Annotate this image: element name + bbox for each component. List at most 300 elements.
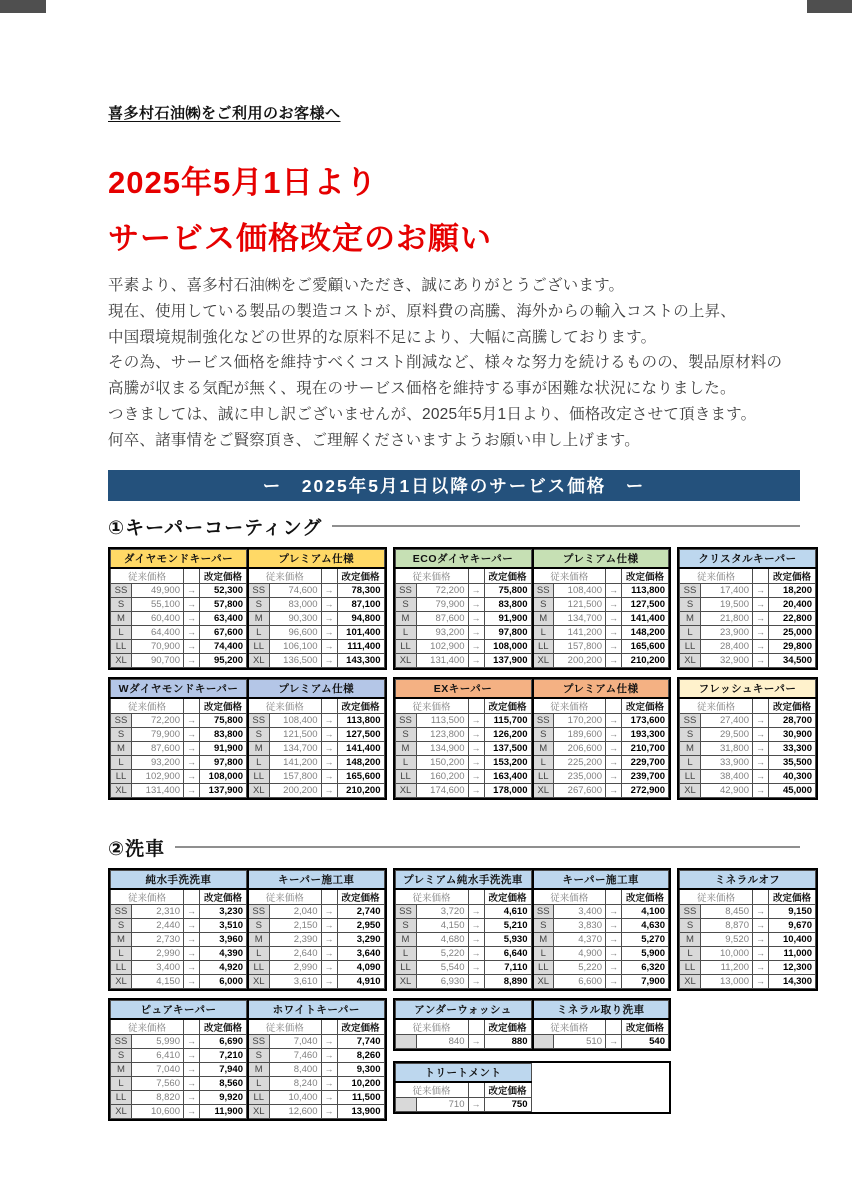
- arrow-header-spacer: [184, 1019, 200, 1035]
- arrow-icon: →: [184, 1048, 200, 1062]
- section-rule: [332, 525, 800, 527]
- new-price-cell: 115,700: [484, 713, 531, 727]
- arrow-header-spacer: [321, 889, 337, 905]
- size-cell: LL: [395, 639, 416, 653]
- price-table-title: プレミアム仕様: [248, 679, 384, 698]
- old-price-cell: 49,900: [132, 583, 184, 597]
- new-price-cell: 137,500: [484, 741, 531, 755]
- new-price-cell: 137,900: [484, 653, 531, 667]
- price-row: [248, 611, 384, 625]
- arrow-icon: →: [606, 932, 622, 946]
- size-cell: S: [111, 597, 132, 611]
- price-row: [248, 727, 384, 741]
- new-price-cell: 5,900: [622, 946, 669, 960]
- old-price-cell: 93,200: [132, 755, 184, 769]
- old-price-cell: 189,600: [554, 727, 606, 741]
- arrow-icon: →: [606, 625, 622, 639]
- price-row: [248, 653, 384, 667]
- new-price-cell: 4,920: [200, 960, 247, 974]
- old-price-header: 従来価格: [111, 698, 184, 714]
- price-table-header-row: [111, 1019, 247, 1035]
- new-price-header: 改定価格: [769, 568, 816, 584]
- arrow-icon: →: [606, 1034, 622, 1048]
- size-cell: LL: [248, 960, 269, 974]
- new-price-cell: 3,510: [200, 918, 247, 932]
- arrow-icon: →: [184, 611, 200, 625]
- price-table-title-row: [533, 679, 669, 698]
- arrow-icon: →: [184, 918, 200, 932]
- old-price-cell: 4,150: [416, 918, 468, 932]
- price-table: [679, 679, 816, 798]
- old-price-cell: 64,400: [132, 625, 184, 639]
- old-price-cell: 4,150: [132, 974, 184, 988]
- new-price-cell: 210,200: [622, 653, 669, 667]
- old-price-cell: 174,600: [416, 783, 468, 797]
- new-price-cell: 11,900: [200, 1104, 247, 1118]
- price-row: [248, 713, 384, 727]
- price-table-title-row: [248, 870, 384, 889]
- new-price-cell: 880: [484, 1034, 531, 1048]
- new-price-cell: 25,000: [769, 625, 816, 639]
- size-cell: S: [533, 727, 554, 741]
- price-table-title: ミネラル取り洗車: [533, 1000, 669, 1019]
- size-cell: S: [111, 918, 132, 932]
- new-price-cell: 5,270: [622, 932, 669, 946]
- new-price-header: 改定価格: [337, 1019, 384, 1035]
- new-price-cell: 11,500: [337, 1090, 384, 1104]
- new-price-cell: 83,800: [200, 727, 247, 741]
- price-row: [533, 713, 669, 727]
- size-cell: XL: [680, 974, 701, 988]
- section-wash-heading: [108, 834, 800, 861]
- arrow-icon: →: [468, 1034, 484, 1048]
- arrow-header-spacer: [606, 889, 622, 905]
- price-row: [395, 727, 531, 741]
- price-table-title: ミネラルオフ: [680, 870, 816, 889]
- arrow-icon: →: [321, 960, 337, 974]
- price-table-header-row: [248, 1019, 384, 1035]
- arrow-icon: →: [468, 960, 484, 974]
- new-price-header: 改定価格: [200, 889, 247, 905]
- price-table-title: クリスタルキーパー: [680, 549, 816, 568]
- old-price-cell: 93,200: [416, 625, 468, 639]
- arrow-icon: →: [468, 741, 484, 755]
- price-row: [111, 583, 247, 597]
- new-price-header: 改定価格: [769, 889, 816, 905]
- old-price-cell: 10,000: [701, 946, 753, 960]
- arrow-icon: →: [321, 1048, 337, 1062]
- old-price-cell: 5,540: [416, 960, 468, 974]
- arrow-icon: →: [184, 783, 200, 797]
- old-price-cell: 70,900: [132, 639, 184, 653]
- price-row: [111, 960, 247, 974]
- size-cell: L: [111, 755, 132, 769]
- size-cell: M: [111, 932, 132, 946]
- size-cell: LL: [248, 769, 269, 783]
- price-row: [395, 904, 531, 918]
- price-table: [110, 870, 247, 989]
- size-cell: L: [395, 946, 416, 960]
- main-title-line2: サービス価格改定のお願い: [108, 221, 492, 256]
- new-price-cell: 7,900: [622, 974, 669, 988]
- price-table-group: [393, 1061, 672, 1114]
- price-table-group: [393, 998, 672, 1051]
- size-cell: LL: [111, 960, 132, 974]
- old-price-cell: 134,700: [269, 741, 321, 755]
- arrow-icon: →: [184, 974, 200, 988]
- new-price-cell: 210,200: [337, 783, 384, 797]
- price-row: [533, 653, 669, 667]
- section-coating-heading: [108, 513, 800, 540]
- price-row: [533, 918, 669, 932]
- old-price-header: 従来価格: [248, 568, 321, 584]
- old-price-cell: 2,440: [132, 918, 184, 932]
- old-price-cell: 9,520: [701, 932, 753, 946]
- price-row: [248, 1048, 384, 1062]
- price-row: [111, 783, 247, 797]
- price-row: [248, 639, 384, 653]
- size-cell: [395, 1097, 416, 1111]
- new-price-cell: 239,700: [622, 769, 669, 783]
- arrow-icon: →: [468, 653, 484, 667]
- price-row: [680, 918, 816, 932]
- new-price-cell: 148,200: [337, 755, 384, 769]
- size-cell: LL: [680, 769, 701, 783]
- old-price-cell: 710: [416, 1097, 468, 1111]
- new-price-cell: 91,900: [484, 611, 531, 625]
- price-row: [680, 946, 816, 960]
- arrow-icon: →: [468, 783, 484, 797]
- size-cell: SS: [395, 713, 416, 727]
- old-price-cell: 136,500: [269, 653, 321, 667]
- price-row: [533, 741, 669, 755]
- new-price-cell: 52,300: [200, 583, 247, 597]
- arrow-icon: →: [606, 755, 622, 769]
- price-row: [680, 625, 816, 639]
- price-row: [395, 713, 531, 727]
- arrow-icon: →: [753, 639, 769, 653]
- new-price-cell: 28,700: [769, 713, 816, 727]
- size-cell: XL: [395, 653, 416, 667]
- old-price-cell: 840: [416, 1034, 468, 1048]
- old-price-header: 従来価格: [680, 568, 753, 584]
- price-row: [533, 583, 669, 597]
- price-row: [111, 1104, 247, 1118]
- size-cell: L: [111, 1076, 132, 1090]
- new-price-cell: 57,800: [200, 597, 247, 611]
- price-row: [395, 741, 531, 755]
- new-price-cell: 210,700: [622, 741, 669, 755]
- price-table-header-row: [533, 889, 669, 905]
- price-row: [680, 639, 816, 653]
- old-price-cell: 31,800: [701, 741, 753, 755]
- old-price-cell: 121,500: [269, 727, 321, 741]
- size-cell: M: [248, 1062, 269, 1076]
- old-price-cell: 102,900: [416, 639, 468, 653]
- arrow-icon: →: [468, 769, 484, 783]
- arrow-icon: →: [468, 946, 484, 960]
- arrow-icon: →: [184, 625, 200, 639]
- size-cell: XL: [111, 783, 132, 797]
- new-price-cell: 272,900: [622, 783, 669, 797]
- new-price-cell: 74,400: [200, 639, 247, 653]
- price-row: [680, 583, 816, 597]
- size-cell: S: [395, 597, 416, 611]
- old-price-cell: 5,220: [416, 946, 468, 960]
- arrow-icon: →: [753, 783, 769, 797]
- coating-tables-row1: [108, 547, 812, 670]
- new-price-cell: 22,800: [769, 611, 816, 625]
- new-price-cell: 33,300: [769, 741, 816, 755]
- size-cell: LL: [680, 639, 701, 653]
- new-price-cell: 95,200: [200, 653, 247, 667]
- price-table-title: フレッシュキーパー: [680, 679, 816, 698]
- new-price-header: 改定価格: [484, 1019, 531, 1035]
- price-row: [111, 946, 247, 960]
- new-price-header: 改定価格: [337, 568, 384, 584]
- arrow-icon: →: [606, 946, 622, 960]
- arrow-icon: →: [606, 639, 622, 653]
- old-price-cell: 7,040: [132, 1062, 184, 1076]
- arrow-icon: →: [606, 960, 622, 974]
- size-cell: LL: [533, 769, 554, 783]
- old-price-cell: 10,600: [132, 1104, 184, 1118]
- old-price-cell: 3,400: [554, 904, 606, 918]
- price-table-title: EXキーパー: [395, 679, 531, 698]
- arrow-icon: →: [321, 583, 337, 597]
- price-table: [247, 549, 385, 668]
- price-table: [395, 870, 532, 989]
- old-price-header: 従来価格: [111, 889, 184, 905]
- price-table-title-row: [248, 1000, 384, 1019]
- price-row: [533, 755, 669, 769]
- new-price-cell: 6,000: [200, 974, 247, 988]
- new-price-cell: 153,200: [484, 755, 531, 769]
- price-table-title-row: [680, 679, 816, 698]
- arrow-icon: →: [321, 932, 337, 946]
- size-cell: S: [248, 727, 269, 741]
- price-table-header-row: [533, 698, 669, 714]
- price-row: [680, 932, 816, 946]
- price-row: [533, 597, 669, 611]
- new-price-cell: 141,400: [337, 741, 384, 755]
- arrow-icon: →: [606, 583, 622, 597]
- size-cell: XL: [533, 783, 554, 797]
- arrow-icon: →: [184, 1090, 200, 1104]
- body-paragraph: [108, 273, 800, 454]
- new-price-header: 改定価格: [337, 889, 384, 905]
- new-price-cell: 173,600: [622, 713, 669, 727]
- arrow-header-spacer: [184, 568, 200, 584]
- price-table-header-row: [395, 889, 531, 905]
- size-cell: M: [533, 741, 554, 755]
- arrow-icon: →: [321, 1104, 337, 1118]
- old-price-cell: 4,680: [416, 932, 468, 946]
- arrow-icon: →: [321, 904, 337, 918]
- price-table: [532, 1000, 670, 1049]
- price-table-title: 純水手洗洗車: [111, 870, 247, 889]
- arrow-icon: →: [184, 1076, 200, 1090]
- arrow-header-spacer: [753, 889, 769, 905]
- new-price-cell: 2,740: [337, 904, 384, 918]
- new-price-cell: 35,500: [769, 755, 816, 769]
- new-price-header: 改定価格: [337, 698, 384, 714]
- arrow-icon: →: [753, 769, 769, 783]
- price-table-header-row: [111, 568, 247, 584]
- old-price-cell: 131,400: [132, 783, 184, 797]
- price-table-group: [393, 868, 672, 991]
- coating-tables-row2: [108, 677, 812, 800]
- size-cell: XL: [111, 653, 132, 667]
- body-line: その為、サービス価格を維持すべくコスト削減など、様々な努力を続けるものの、製品原材料の: [108, 354, 783, 372]
- new-price-cell: 127,500: [337, 727, 384, 741]
- price-table: [247, 679, 385, 798]
- price-row: [395, 625, 531, 639]
- new-price-cell: 63,400: [200, 611, 247, 625]
- price-table-title: プレミアム仕様: [533, 679, 669, 698]
- size-cell: S: [248, 1048, 269, 1062]
- price-row: [533, 904, 669, 918]
- price-table-title-row: [395, 1063, 531, 1082]
- new-price-cell: 137,900: [200, 783, 247, 797]
- price-row: [680, 960, 816, 974]
- new-price-cell: 9,300: [337, 1062, 384, 1076]
- old-price-cell: 157,800: [554, 639, 606, 653]
- price-row: [533, 783, 669, 797]
- new-price-cell: 9,920: [200, 1090, 247, 1104]
- size-cell: L: [248, 946, 269, 960]
- price-table: [110, 1000, 247, 1119]
- price-table-title: Wダイヤモンドキーパー: [111, 679, 247, 698]
- price-table-header-row: [395, 698, 531, 714]
- price-row: [395, 653, 531, 667]
- price-table: [532, 870, 670, 989]
- arrow-icon: →: [753, 741, 769, 755]
- price-table-group: [677, 868, 818, 991]
- new-price-cell: 45,000: [769, 783, 816, 797]
- new-price-header: 改定価格: [622, 568, 669, 584]
- arrow-header-spacer: [321, 698, 337, 714]
- arrow-icon: →: [468, 755, 484, 769]
- price-row: [248, 625, 384, 639]
- new-price-cell: 127,500: [622, 597, 669, 611]
- old-price-cell: 106,100: [269, 639, 321, 653]
- new-price-cell: 2,950: [337, 918, 384, 932]
- new-price-cell: 7,940: [200, 1062, 247, 1076]
- old-price-cell: 3,830: [554, 918, 606, 932]
- old-price-cell: 27,400: [701, 713, 753, 727]
- old-price-cell: 6,600: [554, 974, 606, 988]
- price-table-title: トリートメント: [395, 1063, 531, 1082]
- price-table-title-row: [248, 549, 384, 568]
- old-price-cell: 8,400: [269, 1062, 321, 1076]
- size-cell: L: [395, 755, 416, 769]
- arrow-icon: →: [321, 639, 337, 653]
- old-price-cell: 121,500: [554, 597, 606, 611]
- arrow-icon: →: [321, 974, 337, 988]
- price-row: [248, 583, 384, 597]
- price-table-title: キーパー施工車: [533, 870, 669, 889]
- old-price-cell: 12,600: [269, 1104, 321, 1118]
- size-cell: L: [111, 625, 132, 639]
- new-price-header: 改定価格: [484, 698, 531, 714]
- price-table-group: [393, 547, 672, 670]
- old-price-cell: 2,310: [132, 904, 184, 918]
- price-row: [248, 960, 384, 974]
- old-price-cell: 19,500: [701, 597, 753, 611]
- size-cell: SS: [533, 713, 554, 727]
- old-price-cell: 42,900: [701, 783, 753, 797]
- old-price-cell: 5,990: [132, 1034, 184, 1048]
- price-row: [395, 932, 531, 946]
- old-price-cell: 235,000: [554, 769, 606, 783]
- price-table-title-row: [395, 549, 531, 568]
- size-cell: S: [395, 918, 416, 932]
- old-price-cell: 2,990: [269, 960, 321, 974]
- price-table: [395, 549, 532, 668]
- old-price-cell: 141,200: [269, 755, 321, 769]
- price-table-header-row: [680, 698, 816, 714]
- old-price-cell: 17,400: [701, 583, 753, 597]
- price-row: [680, 713, 816, 727]
- price-table-header-row: [533, 568, 669, 584]
- size-cell: [395, 1034, 416, 1048]
- old-price-cell: 134,700: [554, 611, 606, 625]
- size-cell: XL: [395, 974, 416, 988]
- price-row: [680, 611, 816, 625]
- old-price-header: 従来価格: [248, 1019, 321, 1035]
- arrow-icon: →: [606, 611, 622, 625]
- arrow-icon: →: [321, 918, 337, 932]
- size-cell: S: [533, 918, 554, 932]
- arrow-icon: →: [184, 1104, 200, 1118]
- price-row: [111, 918, 247, 932]
- arrow-icon: →: [606, 653, 622, 667]
- price-table: [395, 1063, 532, 1112]
- price-table-title: ECOダイヤキーパー: [395, 549, 531, 568]
- size-cell: LL: [248, 1090, 269, 1104]
- screen-edge-right: [807, 0, 852, 13]
- old-price-header: 従来価格: [395, 1082, 468, 1098]
- old-price-cell: 102,900: [132, 769, 184, 783]
- price-table-title-row: [111, 870, 247, 889]
- price-row: [248, 918, 384, 932]
- size-cell: L: [248, 755, 269, 769]
- body-line: 平素より、喜多村石油㈱をご愛顧いただき、誠にありがとうございます。: [108, 277, 625, 294]
- size-cell: L: [395, 625, 416, 639]
- size-cell: S: [680, 597, 701, 611]
- price-table-header-row: [680, 568, 816, 584]
- size-cell: L: [680, 625, 701, 639]
- price-table: [532, 549, 670, 668]
- new-price-header: 改定価格: [622, 1019, 669, 1035]
- price-row: [248, 783, 384, 797]
- old-price-header: 従来価格: [111, 568, 184, 584]
- old-price-cell: 8,870: [701, 918, 753, 932]
- size-cell: S: [533, 597, 554, 611]
- size-cell: LL: [395, 960, 416, 974]
- new-price-cell: 3,230: [200, 904, 247, 918]
- arrow-icon: →: [468, 727, 484, 741]
- wash-tables-row2: [108, 998, 800, 1121]
- price-row: [111, 1090, 247, 1104]
- price-row: [111, 653, 247, 667]
- new-price-cell: 97,800: [200, 755, 247, 769]
- price-row: [680, 597, 816, 611]
- arrow-icon: →: [321, 625, 337, 639]
- new-price-cell: 97,800: [484, 625, 531, 639]
- main-title-line1: 2025年5月1日より: [108, 165, 378, 200]
